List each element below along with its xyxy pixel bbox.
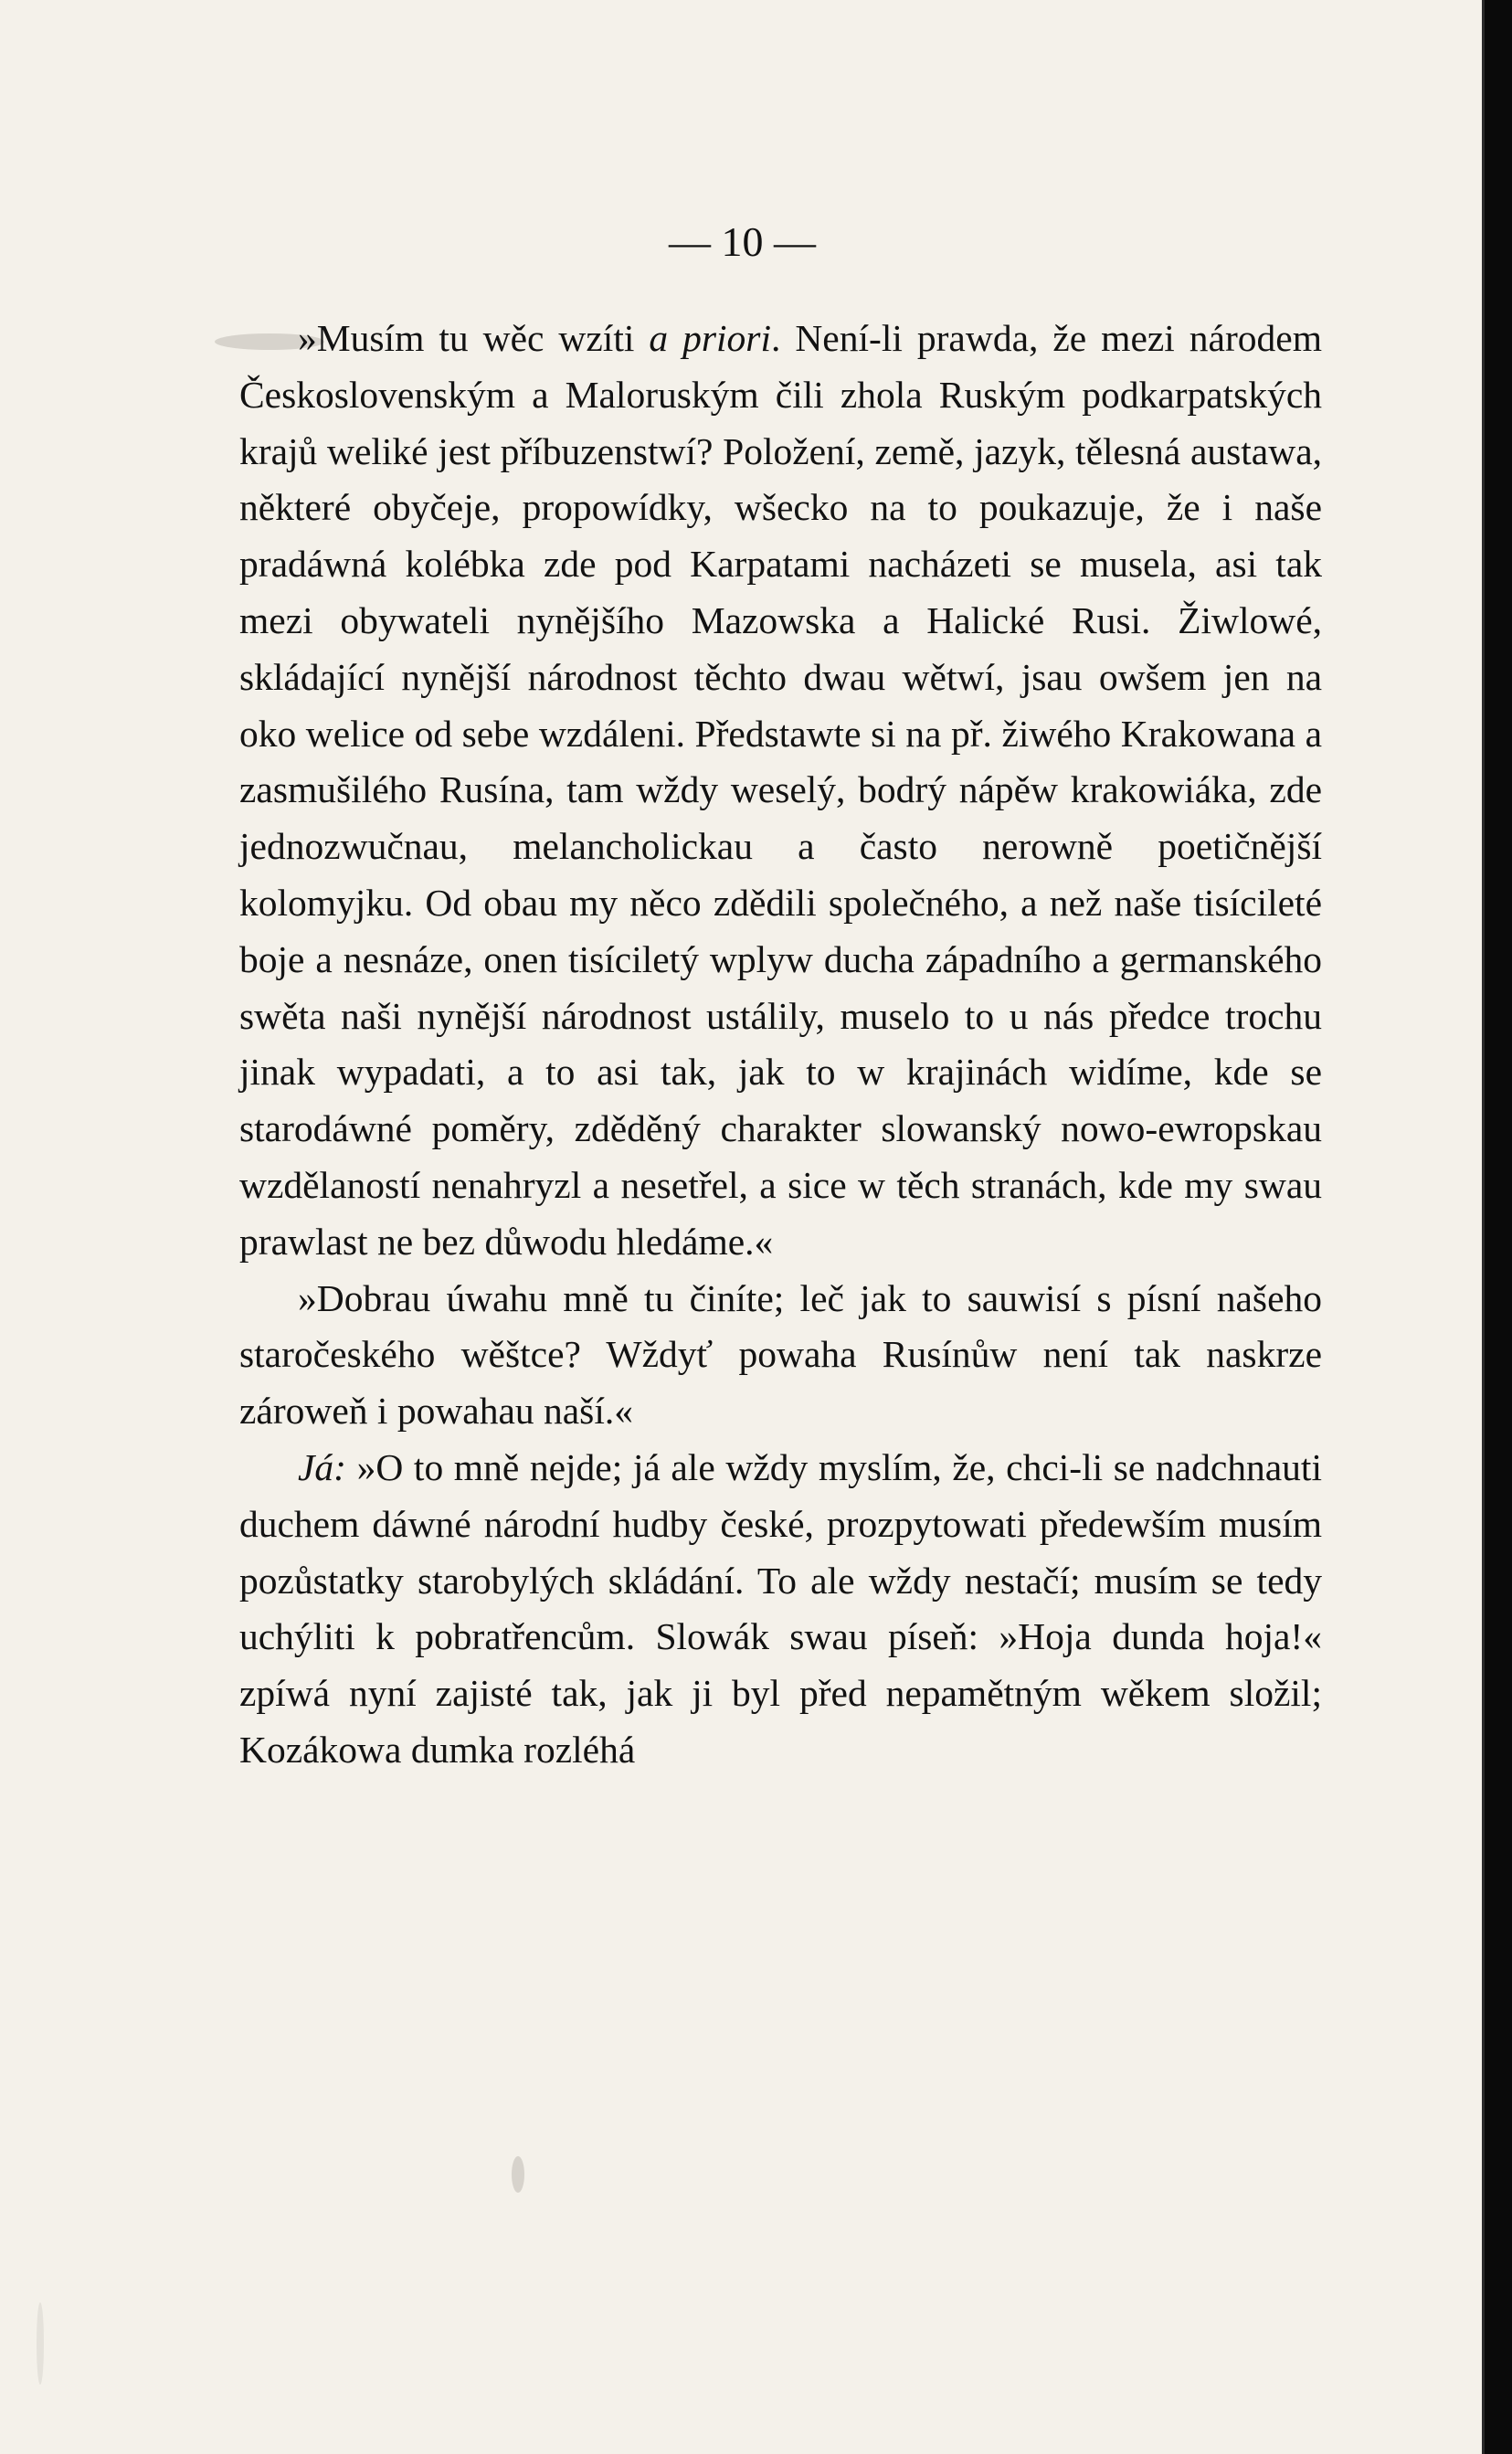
italic-phrase: a priori [649,317,771,359]
paragraph-2: »Dobrau úwahu mně tu činíte; leč jak to sauwisí s písní našeho staročeského wěštce? Wždyť powaha Rusínůw není tak naskrze zároweň i powahau naší.« [239,1276,1322,1433]
paper-blemish [512,2156,524,2193]
scan-border [1485,0,1512,2454]
paragraph-1: »Musím tu wěc wzíti a priori. Není-li prawda, že mezi národem Československým a Maloruským čili zhola Ruským podkarpatských krajů weliké jest příbuzenstwí? Položení, země, jazyk, tělesná austawa, některé obyčeje, propowídky, wšecko na to poukazuje, že i naše pradáwná kolébka zde pod Karpatami nacházeti se musela, asi tak mezi obywateli nynějšího Mazowska a Halické Rusi. Žiwlowé, skládající nynější národnost těchto dwau wětwí, jsau owšem jen na oko welice od sebe wzdáleni. Předstawte si na př. žiwého Krakowana a zasmušilého Rusína, tam wždy weselý, bodrý nápěw krakowiáka, zde jednozwučnau, melancholickau a často nerowně poetičnější kolomyjku. Od obau my něco zdědili společného, a než naše tisícileté boje a nesnáze, onen tisíciletý wplyw ducha západního a germanského swěta naši nynější národnost ustálily, muselo to u nás předce trochu jinak wypadati, a to asi tak, jak to w krajinách widíme, kde se starodáwné poměry, zděděný charakter slowanský nowo-ewropskau wzdělaností nenahryzl a nesetřel, a sice w těch stranách, kde my swau prawlast ne bez důwodu hledáme.« [239,317,1322,1263]
body-text [239,311,1322,1779]
paper-blemish [37,2302,44,2385]
page-number: — 10 — [669,218,816,265]
paragraph-3-text: »O to mně nejde; já ale wždy myslím, že, chci-li se nadchnauti duchem dáwné národní hudby české, prozpytowati předewším musím pozůstatky starobylých skládání. To ale wždy nestačí; musím se tedy uchýliti k pobratřencům. Slowák swau píseň: »Hoja dunda hoja!« zpíwá nyní zajisté tak, jak ji byl před nepamětným wěkem složil; Kozákowa dumka rozléhá [239,1445,1322,1771]
paragraph-3 [239,1440,1322,1779]
speaker-label: Já: [298,1445,346,1488]
